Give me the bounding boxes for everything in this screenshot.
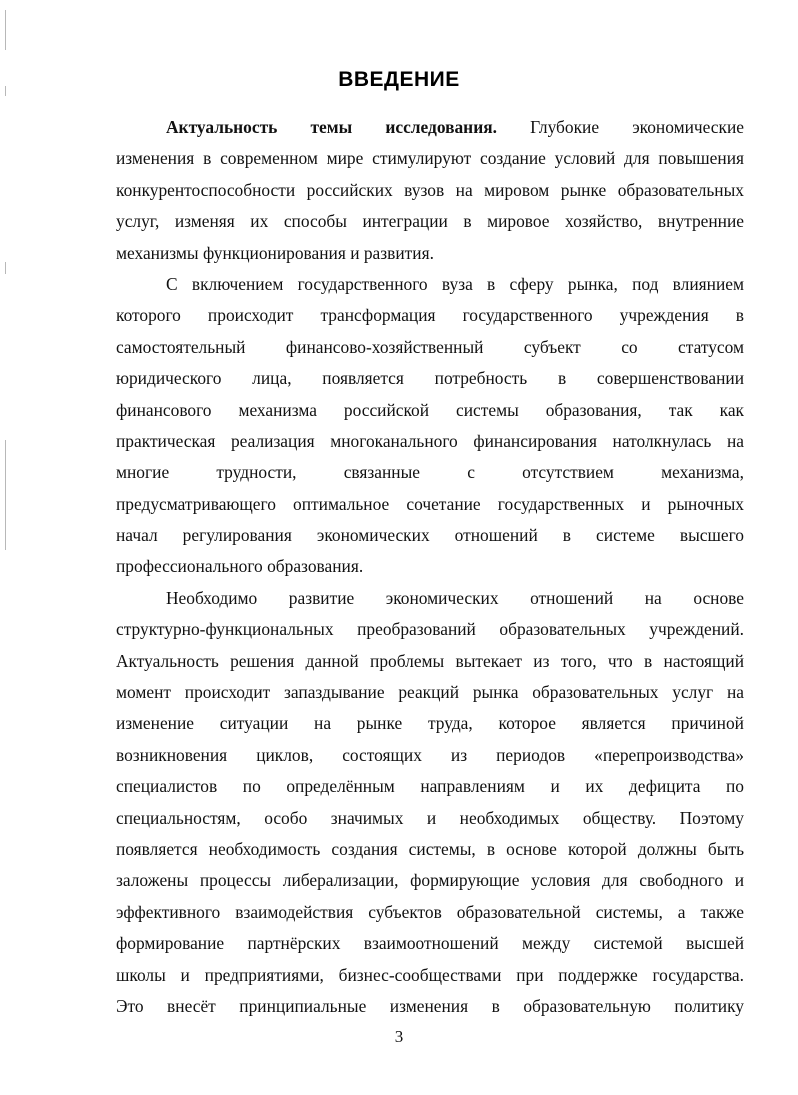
text-line: предусматривающего оптимальное сочетание государственных и рыночных	[116, 493, 744, 514]
text-line: появляется необходимость создания системы, в основе которой должны быть	[116, 838, 744, 859]
body-text	[116, 112, 744, 1022]
text-line: С включением государственного вуза в сферу рынка, под влиянием	[166, 273, 744, 294]
text-line: структурно-функциональных преобразований образовательных учреждений.	[116, 619, 744, 640]
text-line	[116, 112, 744, 143]
text-line: практическая реализация многоканального финансирования натолкнулась на	[116, 430, 744, 451]
text-line: конкурентоспособности российских вузов на мировом рынке образовательных	[116, 179, 744, 200]
text-line: профессионального образования.	[116, 556, 364, 577]
text-line: начал регулирования экономических отношений в системе высшего	[116, 525, 744, 546]
page-title: ВВЕДЕНИЕ	[338, 68, 460, 91]
text-line: изменения в современном мире стимулируют создание условий для повышения	[116, 148, 744, 169]
text-line: изменение ситуации на рынке труда, которое является причиной	[116, 713, 744, 734]
page-number: 3	[394, 1027, 404, 1046]
text-line: возникновения циклов, состоящих из периодов «перепроизводства»	[116, 744, 744, 765]
text-line: заложены процессы либерализации, формирующие условия для свободного и	[116, 870, 744, 891]
text-line: специалистов по определённым направлениям и их дефицита по	[116, 776, 744, 797]
scan-artifact-line	[5, 262, 6, 274]
scan-artifact-line	[5, 440, 6, 550]
text-line: многие трудности, связанные с отсутствием механизма,	[116, 462, 744, 483]
text-line: самостоятельный финансово-хозяйственный субъект со статусом	[116, 336, 744, 357]
text-line: специальностям, особо значимых и необходимых обществу. Поэтому	[116, 807, 744, 828]
scan-artifact-line	[5, 10, 6, 50]
text-line-content: Глубокие экономические	[496, 117, 745, 137]
text-line: которого происходит трансформация государственного учреждения в	[116, 305, 744, 326]
text-line: формирование партнёрских взаимоотношений между системой высшей	[116, 933, 744, 954]
text-line: механизмы функционирования и развития.	[116, 242, 434, 263]
text-line: эффективного взаимодействия субъектов образовательной системы, а также	[116, 901, 744, 922]
text-line: услуг, изменяя их способы интеграции в мировое хозяйство, внутренние	[116, 211, 744, 232]
text-line: юридического лица, появляется потребность в совершенствовании	[116, 368, 744, 389]
paragraph-lead: Актуальность темы исследования.	[166, 117, 497, 137]
text-line: школы и предприятиями, бизнес-сообществами при поддержке государства.	[116, 964, 744, 985]
text-line: Актуальность решения данной проблемы вытекает из того, что в настоящий	[116, 650, 744, 671]
text-line: Необходимо развитие экономических отношений на основе	[166, 587, 744, 608]
text-line: момент происходит запаздывание реакций рынка образовательных услуг на	[116, 682, 744, 703]
text-line: финансового механизма российской системы образования, так как	[116, 399, 744, 420]
text-line: Это внесёт принципиальные изменения в образовательную политику	[116, 995, 744, 1016]
